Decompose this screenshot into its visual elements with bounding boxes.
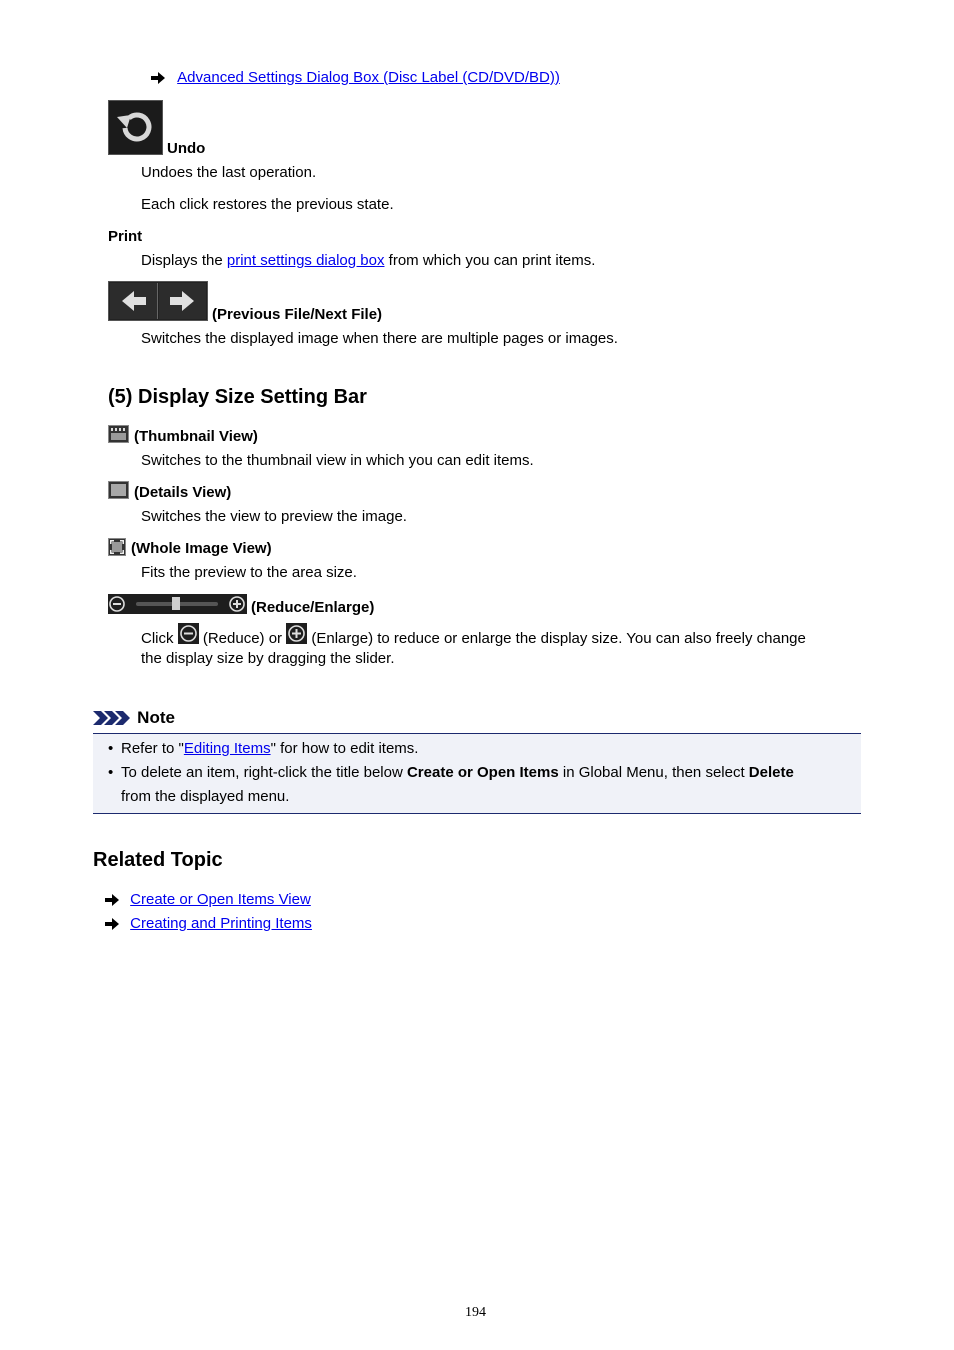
related-topic-heading: Related Topic [93, 849, 223, 871]
prev-next-desc: Switches the displayed image when there are multiple pages or images. [141, 330, 618, 347]
print-desc-pre: Displays the [141, 252, 227, 269]
arrow-right-icon [105, 894, 119, 906]
related-link-row-1 [105, 891, 311, 908]
whole-image-view-icon [108, 538, 126, 556]
creating-printing-items-link[interactable]: Creating and Printing Items [130, 915, 312, 932]
whole-image-view-desc: Fits the preview to the area size. [141, 564, 357, 581]
note-bullet-1: • [108, 740, 114, 757]
reduce-text: (Reduce) or [198, 630, 287, 647]
note-header [93, 708, 175, 728]
undo-icon [109, 101, 162, 154]
zoom-slider-image [108, 594, 247, 614]
note-item-2-a: To delete an item, right-click the title below [121, 764, 407, 781]
note-item-2-line2: from the displayed menu. [121, 788, 290, 805]
arrow-right-icon [159, 283, 206, 319]
details-view-icon [108, 481, 129, 499]
thumbnail-view-icon [108, 425, 129, 443]
note-item-2-b: Create or Open Items [406, 764, 559, 781]
undo-desc-1: Undoes the last operation. [141, 164, 317, 181]
click-text: Click [141, 630, 178, 647]
related-link-row-2 [105, 915, 312, 932]
thumbnail-view-title: (Thumbnail View) [134, 428, 258, 445]
section-heading: (5) Display Size Setting Bar [108, 386, 367, 408]
note-item-2-d: Delete [748, 764, 794, 781]
editing-items-link[interactable]: Editing Items [183, 740, 271, 757]
zoom-slider-graphic [108, 594, 247, 614]
reduce-enlarge-desc-2: the display size by dragging the slider. [141, 650, 395, 667]
note-title: Note [137, 708, 175, 727]
print-settings-link[interactable]: print settings dialog box [226, 252, 385, 269]
undo-title: Undo [167, 140, 206, 157]
details-view-title: (Details View) [134, 484, 232, 501]
note-bullet-2: • [108, 764, 114, 781]
note-item-1 [121, 740, 418, 757]
reduce-icon [178, 623, 199, 644]
undo-desc-2: Each click restores the previous state. [141, 196, 394, 213]
undo-button-image [108, 100, 163, 155]
print-desc-post: from which you can print items. [384, 252, 596, 269]
enlarge-text: (Enlarge) to reduce or enlarge the display size. You can also freely change [307, 630, 806, 647]
previous-file-button [110, 283, 158, 319]
prev-next-buttons-image [108, 281, 208, 321]
note-item-2 [121, 764, 794, 781]
create-open-items-view-link[interactable]: Create or Open Items View [130, 891, 311, 908]
arrow-right-icon [105, 918, 119, 930]
note-item-1-pre: Refer to " [121, 740, 184, 757]
print-desc [141, 252, 595, 269]
page-number: 194 [465, 1305, 486, 1320]
arrow-left-icon [110, 283, 157, 319]
print-title: Print [108, 228, 143, 245]
note-item-2-c: in Global Menu, then select [558, 764, 749, 781]
note-chevrons-icon [93, 710, 131, 726]
enlarge-icon [286, 623, 307, 644]
reduce-enlarge-title: (Reduce/Enlarge) [251, 599, 375, 616]
whole-image-view-title: (Whole Image View) [131, 540, 272, 557]
arrow-right-icon [151, 72, 165, 84]
details-view-desc: Switches the view to preview the image. [141, 508, 407, 525]
advanced-settings-link[interactable]: Advanced Settings Dialog Box (Disc Label (CD/DVD/BD)) [177, 69, 560, 86]
fit-icon [109, 539, 125, 555]
note-item-1-post: " for how to edit items. [270, 740, 419, 757]
top-link-row [151, 69, 560, 86]
prev-next-title: (Previous File/Next File) [212, 306, 383, 323]
thumbnail-view-desc: Switches to the thumbnail view in which you can edit items. [141, 452, 534, 469]
reduce-enlarge-desc-1 [141, 626, 806, 647]
next-file-button [159, 283, 206, 319]
